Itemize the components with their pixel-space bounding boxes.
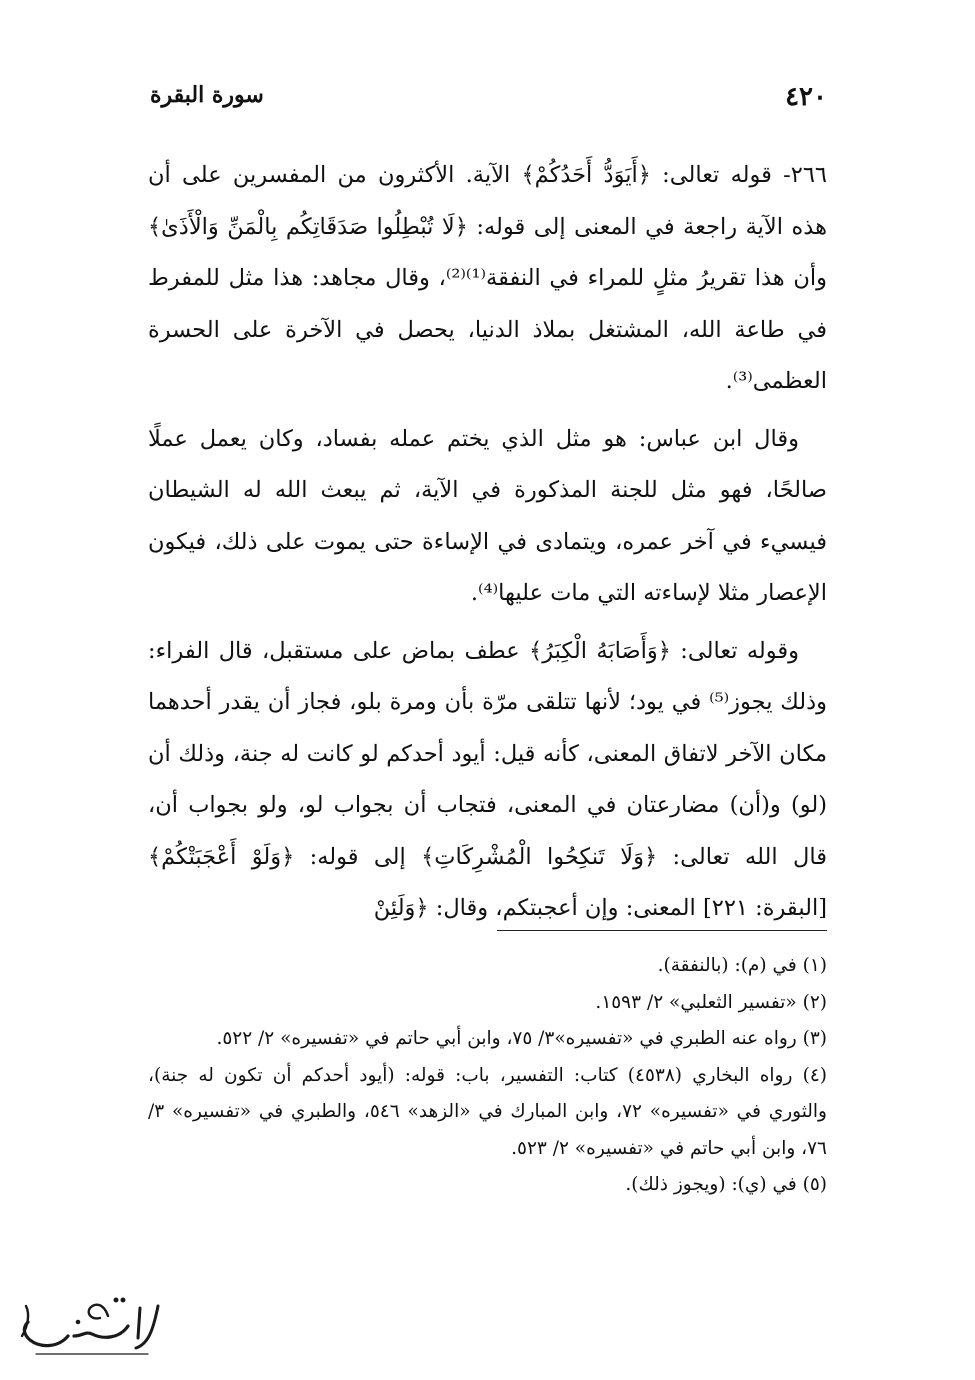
body-paragraph-2: وقال ابن عباس: هو مثل الذي يختم عمله بفساد، وكان يعمل عملًا صالحًا، فهو مثل للجنة المذكورة في الآية، ثم يبعث الله له الشيطان فيسيء في آخر عمره، ويتمادى في الإساءة حتى يموت على ذلك، فيكون الإعصار مثلا لإساءته التي مات عليها⁽⁴⁾. [148, 425, 827, 606]
footnote-4: (٤) رواه البخاري (٤٥٣٨) كتاب: التفسير، باب: قوله: (أيود أحدكم أن تكون له جنة)، والثوري في «تفسيره» ٧٢، وابن المبارك في «الزهد» ٥٤٦، والطبري في «تفسيره» ٣/ ٧٦، وابن أبي حاتم في «تفسيره» ٢/ ٥٢٣. [148, 1064, 827, 1159]
footnote-1: (١) في (م): (بالنفقة). [657, 955, 827, 976]
calligraphic-logo-icon [8, 1286, 168, 1366]
footnote-2: (٢) «تفسير الثعلبي» ٢/ ١٥٩٣. [595, 991, 827, 1013]
main-text-body [148, 150, 827, 941]
footnotes-section [148, 948, 827, 1204]
page-number: ٤٢٠ [785, 82, 827, 112]
footnote-divider [497, 930, 827, 931]
footnote-5: (٥) في (ي): (ويجوز ذلك). [625, 1174, 827, 1195]
footnote-3: (٣) رواه عنه الطبري في «تفسيره»٣/ ٧٥، وابن أبي حاتم في «تفسيره» ٢/ ٥٢٢. [216, 1028, 827, 1049]
body-paragraph-1: ٢٦٦- قوله تعالى: ﴿أَيَوَدُّ أَحَدُكُمْ﴾ الآية. الأكثرون من المفسرين على أن هذه الآية راجعة في المعنى إلى قوله: ﴿لَا تُبْطِلُوا صَدَقَاتِكُم بِالْمَنِّ وَالْأَذَىٰ﴾ وأن هذا تقريرُ مثلٍ للمراء في النفقة⁽¹⁾⁽²⁾، وقال مجاهد: هذا مثل للمفرط في طاعة الله، المشتغل بملاذ الدنيا، يحصل في الآخرة على الحسرة العظمى⁽³⁾. [148, 162, 827, 394]
running-header-surah-title: سورة البقرة [150, 82, 264, 108]
body-paragraph-3: وقوله تعالى: ﴿وَأَصَابَهُ الْكِبَرُ﴾ عطف بماض على مستقبل، قال الفراء: وذلك يجوز⁽⁵⁾ في يود؛ لأنها تتلقى مرّة بأن ومرة بلو، فجاز أن يقدر أحدهما مكان الآخر لاتفاق المعنى، كأنه قيل: أيود أحدكم لو كانت له جنة، وذلك أن (لو) و(أن) مضارعتان في المعنى، فتجاب أن بجواب لو، ولو بجواب أن، قال الله تعالى: ﴿وَلَا تَنكِحُوا الْمُشْرِكَاتِ﴾ إلى قوله: ﴿وَلَوْ أَعْجَبَتْكُمْ﴾ [البقرة: ٢٢١] المعنى: وإن أعجبتكم، وقال: ﴿وَلَئِنْ [148, 637, 828, 921]
